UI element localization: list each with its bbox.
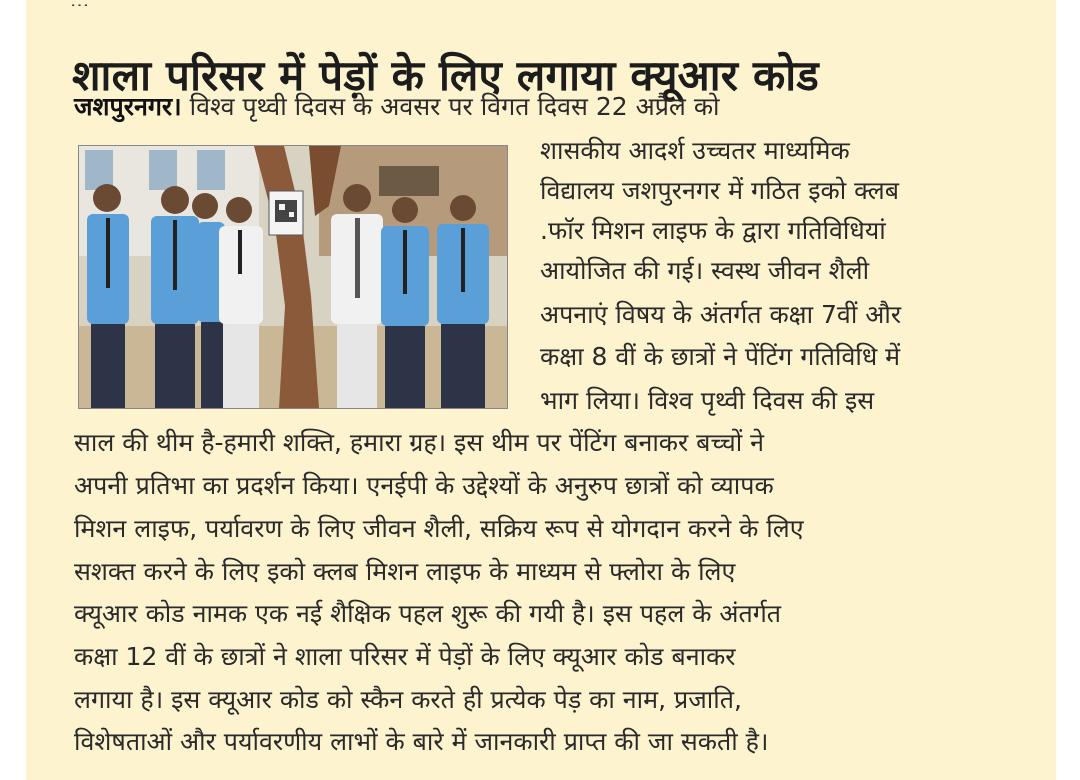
article-line-5: आयोजित की गई। स्वस्थ जीवन शैली [540,256,870,285]
article-line-9: साल की थीम है-हमारी शक्ति, हमारा ग्रह। इस थीम पर पेंटिंग बनाकर बच्चों ने [74,428,765,457]
article-line-1 [74,92,720,122]
article-line-2: शासकीय आदर्श उच्चतर माध्यमिक [540,136,850,165]
article-line-14: कक्षा 12 वीं के छात्रों ने शाला परिसर में पेड़ों के लिए क्यूआर कोड बनाकर [74,642,736,671]
article-line-15: लगाया है। इस क्यूआर कोड को स्कैन करते ही प्रत्येक पेड़ का नाम, प्रजाति, [74,685,742,714]
article-line-16: विशेषताओं और पर्यावरणीय लाभों के बारे में जानकारी प्राप्त की जा सकती है। [74,727,769,756]
article-line-8: भाग लिया। विश्व पृथ्वी दिवस की इस [540,386,875,415]
article-line-12: सशक्त करने के लिए इको क्लब मिशन लाइफ के माध्यम से फ्लोरा के लिए [74,557,736,586]
students-with-qr-tree-photo-icon [79,146,507,408]
article-line-7: कक्षा 8 वीं के छात्रों ने पेंटिंग गतिविधि में [540,342,901,371]
article-line-13: क्यूआर कोड नामक एक नई शैक्षिक पहल शुरू की गयी है। इस पहल के अंतर्गत [74,599,782,628]
article-line-4: .फॉर मिशन लाइफ के द्वारा गतिविधियां [540,216,886,245]
article-line-3: विद्यालय जशपुरनगर में गठित इको क्लब [540,176,900,205]
cut-off-top-text [70,0,1010,6]
article-line-6: अपनाएं विषय के अंतर्गत कक्षा 7वीं और [540,300,902,329]
article-photo [78,145,508,409]
article-line-1-text: विश्व पृथ्वी दिवस के अवसर पर विगत दिवस 22 अप्रैल को [189,92,720,121]
article-line-10: अपनी प्रतिभा का प्रदर्शन किया। एनईपी के उद्देश्यों के अनुरुप छात्रों को व्यापक [74,471,774,500]
article-dateline: जशपुरनगर। [74,92,182,121]
article-line-11: मिशन लाइफ, पर्यावरण के लिए जीवन शैली, सक्रिय रूप से योगदान करने के लिए [74,514,804,543]
article-headline: शाला परिसर में पेड़ों के लिए लगाया क्यूआर कोड [72,51,819,101]
